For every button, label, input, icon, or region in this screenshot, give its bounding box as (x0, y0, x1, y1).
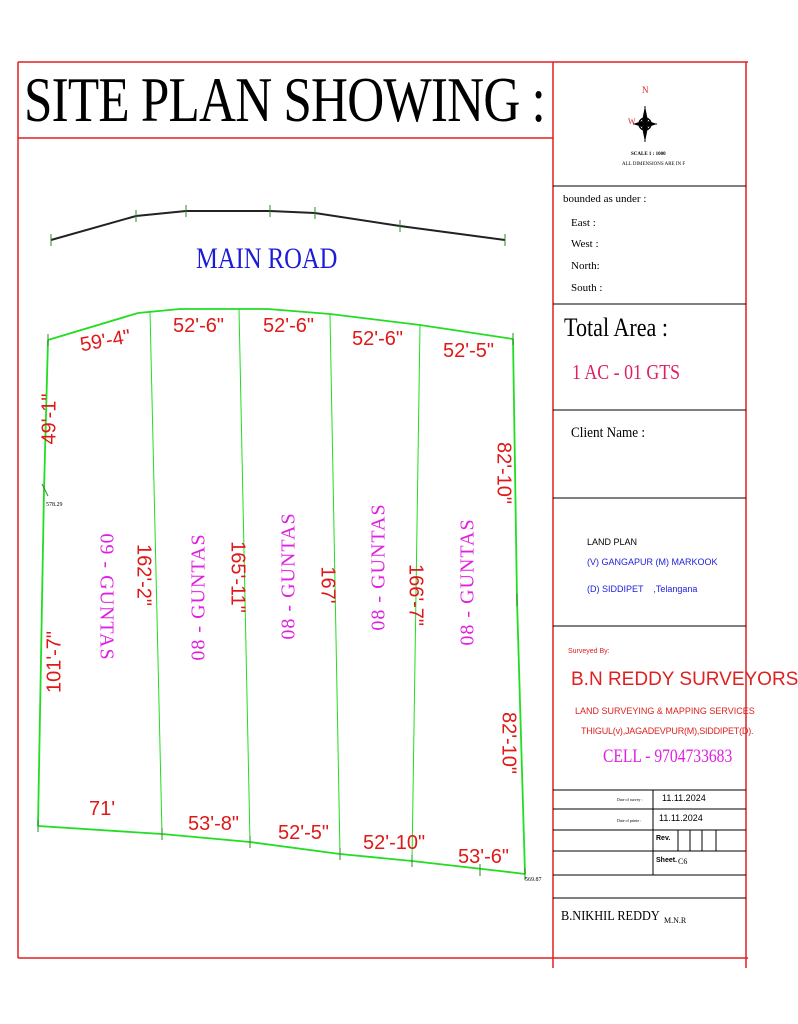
surveyor-cell: CELL - 9704733683 (603, 746, 733, 767)
survey-point-left: 578.29 (46, 502, 63, 508)
sheet-label: Sheet. (656, 857, 678, 864)
land-plan-village: (V) GANGAPUR (M) MARKOOK (587, 557, 718, 567)
left-dim-1: 49'-1" (38, 393, 61, 445)
bottom-dim-1: 71' (89, 798, 116, 820)
main-road-label: MAIN ROAD (196, 242, 338, 275)
plot-label-2: 08 - GUNTAS (187, 533, 210, 661)
plot-label-1: 09 - GUNTAS (95, 533, 118, 661)
plot-label-3: 08 - GUNTAS (277, 512, 300, 640)
land-plan-district: (D) SIDDIPET ,Telangana (587, 584, 698, 594)
divider-dim-1: 162'-2" (132, 543, 155, 607)
main-road-line (51, 211, 505, 240)
sheet-value: C6 (678, 857, 688, 866)
client-name-label: Client Name : (571, 425, 646, 441)
compass-west: W (628, 117, 636, 126)
survey-point-right: 569.87 (525, 877, 542, 883)
signature-initials: M.N.R (664, 916, 687, 925)
date-print-value: 11.11.2024 (659, 813, 703, 823)
plot-label-5: 08 - GUNTAS (456, 518, 479, 646)
land-plan-heading: LAND PLAN (587, 537, 638, 547)
surveyor-services: LAND SURVEYING & MAPPING SERVICES (575, 706, 755, 716)
bottom-dim-4: 52'-10" (363, 832, 426, 854)
divider-dim-3: 167' (316, 566, 339, 604)
date-survey-value: 11.11.2024 (662, 793, 706, 803)
surveyed-by: Surveyed By: (568, 648, 610, 655)
compass-icon (633, 106, 657, 142)
top-dim-1: 59'-4" (78, 325, 133, 357)
dims-note: ALL DIMENSIONS ARE IN F (622, 162, 686, 167)
total-area-value: 1 AC - 01 GTS (572, 360, 681, 384)
divider-dim-2: 165'-11" (226, 541, 249, 613)
right-dim-1: 82'-10" (492, 441, 515, 505)
scale-text: SCALE 1 : 1000 (631, 152, 666, 157)
top-dim-3: 52'-6" (263, 315, 314, 337)
compass-north: N (642, 85, 649, 95)
bounded-north: North: (571, 260, 600, 272)
date-print-label: Date of printe : (617, 818, 642, 823)
bottom-dim-3: 52'-5" (278, 822, 329, 844)
bounded-south: South : (571, 282, 603, 294)
date-survey-label: Date of survey : (617, 797, 643, 802)
bottom-dim-5: 53'-6" (458, 846, 509, 868)
bounded-east: East : (571, 217, 596, 229)
surveyor-address: THIGUL(v),JAGADEVPUR(M),SIDDIPET(D). (581, 726, 754, 736)
top-dim-4: 52'-6" (352, 328, 403, 350)
left-dim-2: 101'-7" (43, 630, 66, 694)
bounded-heading: bounded as under : (563, 193, 647, 205)
top-dim-2: 52'-6" (173, 315, 224, 337)
top-dim-5: 52'-5" (443, 340, 494, 362)
total-area-label: Total Area : (564, 313, 669, 342)
right-dim-2: 82'-10" (497, 711, 520, 775)
plot-label-4: 08 - GUNTAS (367, 503, 390, 631)
surveyor-name: B.N REDDY SURVEYORS (571, 669, 798, 690)
page-title: SITE PLAN SHOWING : (24, 64, 545, 135)
bottom-dim-2: 53'-8" (188, 813, 239, 835)
divider-dim-4: 166'-7" (404, 563, 427, 627)
signature-name: B.NIKHIL REDDY (561, 909, 660, 924)
rev-label: Rev. (656, 835, 671, 842)
bounded-west: West : (571, 238, 599, 250)
